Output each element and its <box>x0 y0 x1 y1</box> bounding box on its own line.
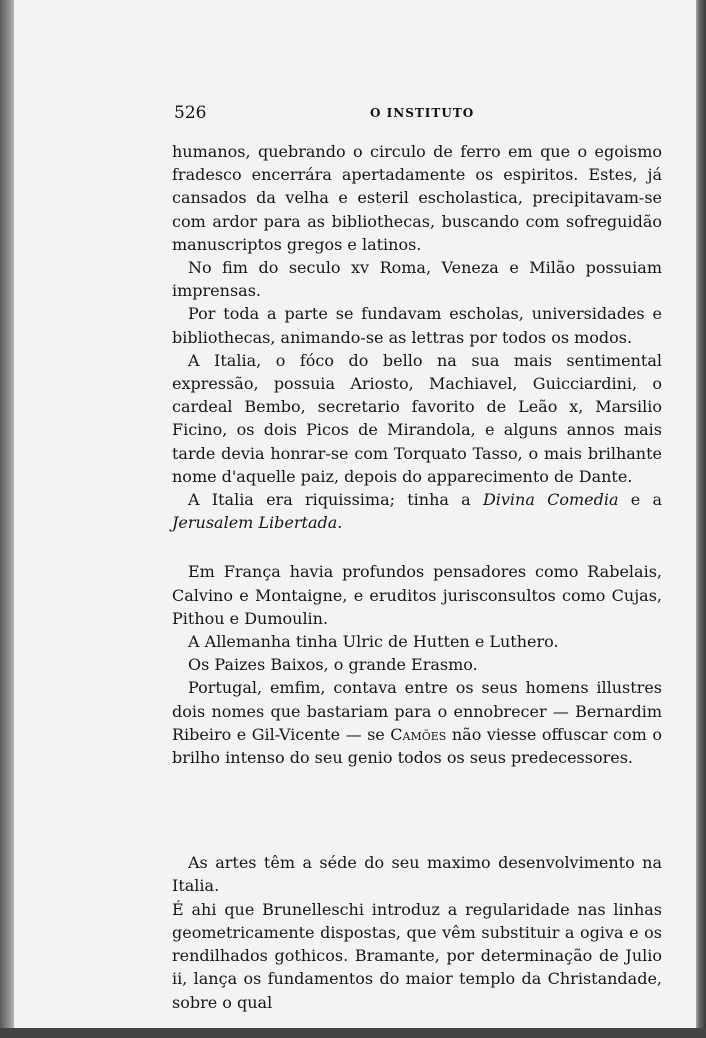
paragraph-schools: Por toda a parte se fundavam escholas, universidades e bibliothecas, animando-se as lettras por todos os modos. <box>172 304 662 347</box>
paragraph-italy-rich: A Italia era riquissima; tinha a Divina Comedia e a Jerusalem Libertada. <box>172 490 662 533</box>
paragraph-arts: As artes têm a séde do seu maximo desenvolvimento na Italia. <box>172 853 662 896</box>
paragraph-italy-writers: A Italia, o fóco do bello na sua mais sentimental expressão, possuia Ariosto, Machiavel, Guicciardini, o cardeal Bembo, secretario favorito de Leão x, Marsilio Ficino, os dois Picos de Mirandola, e alguns annos mais tarde devia honrar-se com Torquato Tasso, o mais brilhante nome d'aquelle paiz, depois do apparecimento de Dante. <box>172 350 662 486</box>
scan-edge-right <box>696 0 706 1038</box>
body-text <box>172 140 662 1014</box>
paragraph-germany: A Allemanha tinha Ulric de Hutten e Luthero. <box>188 632 559 652</box>
book-page <box>14 0 696 1028</box>
scan-edge-left <box>0 0 14 1038</box>
running-title: O INSTITUTO <box>370 106 475 120</box>
paragraph-low-countries: Os Paizes Baixos, o grande Erasmo. <box>188 655 478 675</box>
page-header <box>174 103 674 127</box>
name-camoes: Camões <box>390 724 447 744</box>
paragraph-brunelleschi: É ahi que Brunelleschi introduz a regularidade nas linhas geometricamente dispostas, que vêm substituir a ogiva e os rendilhados gothicos. Bramante, por determinação de Julio ii, lança os fundamentos do maior templo da Christandade, sobre o qual <box>172 899 662 1012</box>
paragraph-france: Em França havia profundos pensadores como Rabelais, Calvino e Montaigne, e eruditos jurisconsultos como Cujas, Pithou e Dumoulin. <box>172 562 662 628</box>
page-number: 526 <box>174 103 207 123</box>
title-divina-comedia: Divina Comedia <box>482 490 619 510</box>
paragraph-portugal: Portugal, emfim, contava entre os seus homens illustres dois nomes que bastariam para o ennobrecer — Bernardim Ribeiro e Gil-Vicente — se Camões não viesse offuscar com o brilho intenso do seu genio todos os seus predecessores. <box>172 678 662 768</box>
paragraph-printing: No fim do seculo xv Roma, Veneza e Milão possuiam imprensas. <box>172 258 662 301</box>
paragraph-continuation: humanos, quebrando o circulo de ferro em que o egoismo fradesco encerrára apertadamente os espiritos. Estes, já cansados da velha e esteril escholastica, precipitavam-se com ardor para as bibliothecas, buscando com sofreguidão manuscriptos gregos e latinos. <box>172 142 662 254</box>
title-jerusalem-libertada: Jerusalem Libertada. <box>172 513 343 533</box>
scan-edge-bottom <box>0 1028 706 1038</box>
